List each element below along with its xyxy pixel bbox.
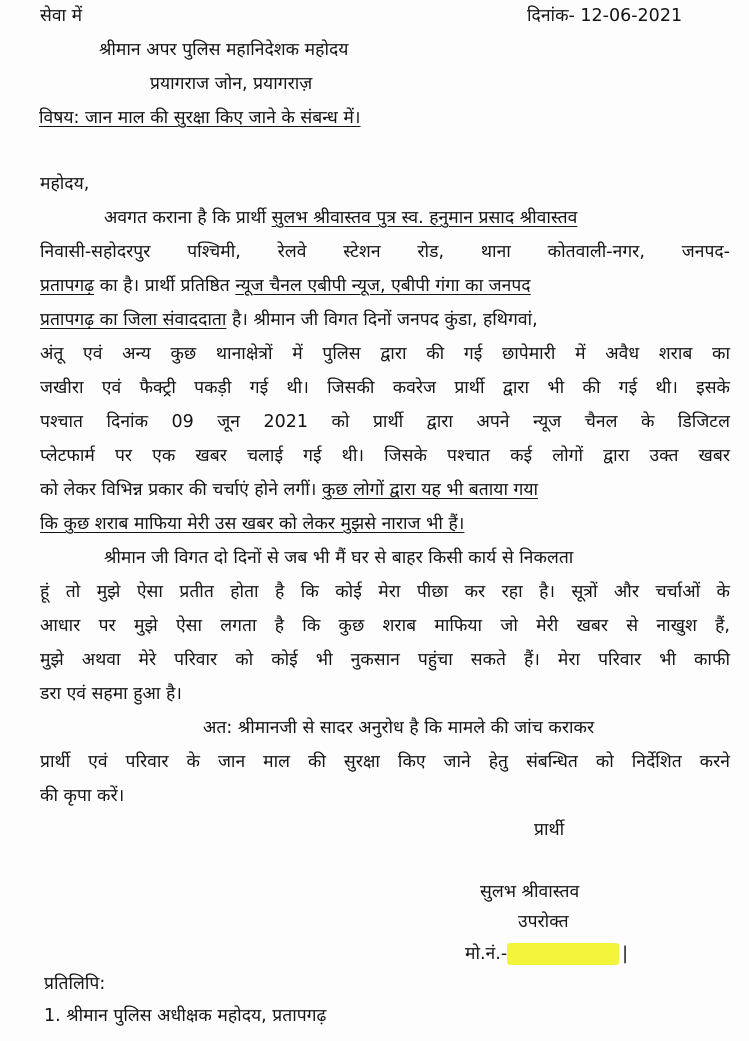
para3-line-3: की कृपा करें।	[40, 786, 125, 806]
reference-label: उपरोक्त	[518, 912, 569, 932]
para2-line-3: आधार पर मुझे ऐसा लगता है कि कुछ शराब माफिया जो मेरी खबर से नाखुश हैं,	[40, 616, 730, 636]
applicant-name-underlined: सुलभ श्रीवास्तव पुत्र स्व. हनुमान प्रसाद श्रीवास्तव	[271, 208, 578, 228]
addressee-line-2: प्रयागराज जोन, प्रयागराज़	[150, 74, 313, 94]
para1-line-1	[104, 206, 577, 230]
para1-line-10: कि कुछ शराब माफिया मेरी उस खबर को लेकर मुझसे नाराज भी हैं।	[40, 514, 465, 534]
subject-line: विषय: जान माल की सुरक्षा किए जाने के संबन्ध में।	[39, 108, 361, 128]
para2-line-5: डरा एवं सहमा हुआ है।	[40, 684, 182, 704]
para1-line-1-text: अवगत कराना है कि प्रार्थी	[104, 208, 272, 228]
para1-line-3-text: का है। प्रार्थी प्रतिष्ठित	[94, 276, 236, 296]
copy-item-1: 1. श्रीमान पुलिस अधीक्षक महोदय, प्रतापगढ़	[44, 1006, 327, 1026]
redacted-mobile-highlight	[507, 943, 619, 965]
para1-line-4	[40, 308, 538, 332]
para1-line-9	[40, 478, 538, 502]
mobile-label: मो.नं.-	[465, 944, 508, 964]
copy-heading: प्रतिलिपि:	[44, 974, 106, 994]
addressee-line-1: श्रीमान अपर पुलिस महानिदेशक महोदय	[99, 40, 349, 60]
correspondent-underlined: प्रतापगढ़ का जिला संवाददाता	[40, 310, 227, 330]
para1-line-6: जखीरा एवं फैक्ट्री पकड़ी गई थी। जिसकी कवरेज प्रार्थी द्वारा भी की गई थी। इसके	[40, 378, 730, 398]
para2-line-4: मुझे अथवा मेरे परिवार को कोई भी नुकसान पहुंचा सकते हैं। मेरा परिवार भी काफी	[40, 650, 730, 670]
para1-line-4-text: है। श्रीमान जी विगत दिनों जनपद कुंडा, हथिगवां,	[226, 310, 538, 330]
signature-name: सुलभ श्रीवास्तव	[480, 882, 580, 902]
para1-line-5: अंतू एवं अन्य कुछ थानाक्षेत्रों में पुलिस द्वारा की गई छापेमारी में अवैध शराब का	[40, 344, 730, 364]
para3-line-1: अत: श्रीमानजी से सादर अनुरोध है कि मामले की जांच कराकर	[203, 718, 595, 738]
para1-line-3	[40, 274, 531, 298]
mafia-statement-underlined: कुछ लोगों द्वारा यह भी बताया गया	[321, 480, 539, 500]
para1-line-7: पश्चात दिनांक 09 जून 2021 को प्रार्थी द्वारा अपने न्यूज चैनल के डिजिटल	[40, 412, 730, 432]
para1-line-9-text: को लेकर विभिन्न प्रकार की चर्चाएं होने लगीं।	[40, 480, 322, 500]
para1-line-2: निवासी-सहोदरपुर पश्चिमी, रेलवे स्टेशन रोड, थाना कोतवाली-नगर, जनपद-	[40, 242, 730, 262]
mobile-end-bar: |	[622, 944, 629, 964]
para3-line-2: प्रार्थी एवं परिवार के जान माल की सुरक्षा किए जाने हेतु संबन्धित को निर्देशित करने	[40, 752, 730, 772]
para2-line-2: हूं तो मुझे ऐसा प्रतीत होता है कि कोई मेरा पीछा कर रहा है। सूत्रों और चर्चाओं के	[40, 582, 730, 602]
district-underlined: प्रतापगढ़	[40, 276, 95, 296]
para1-line-8: प्लेटफार्म पर एक खबर चलाई गई थी। जिसके पश्चात कई लोगों द्वारा उक्त खबर	[40, 446, 730, 466]
mobile-line	[465, 942, 628, 966]
to-line: सेवा में	[40, 6, 83, 26]
para2-line-1: श्रीमान जी विगत दो दिनों से जब भी मैं घर से बाहर किसी कार्य से निकलता	[104, 548, 574, 568]
applicant-label: प्रार्थी	[534, 820, 565, 840]
channel-underlined: न्यूज चैनल एबीपी न्यूज, एबीपी गंगा का जनपद	[235, 276, 531, 296]
salutation: महोदय,	[40, 174, 90, 194]
date-line: दिनांक- 12-06-2021	[527, 6, 683, 26]
